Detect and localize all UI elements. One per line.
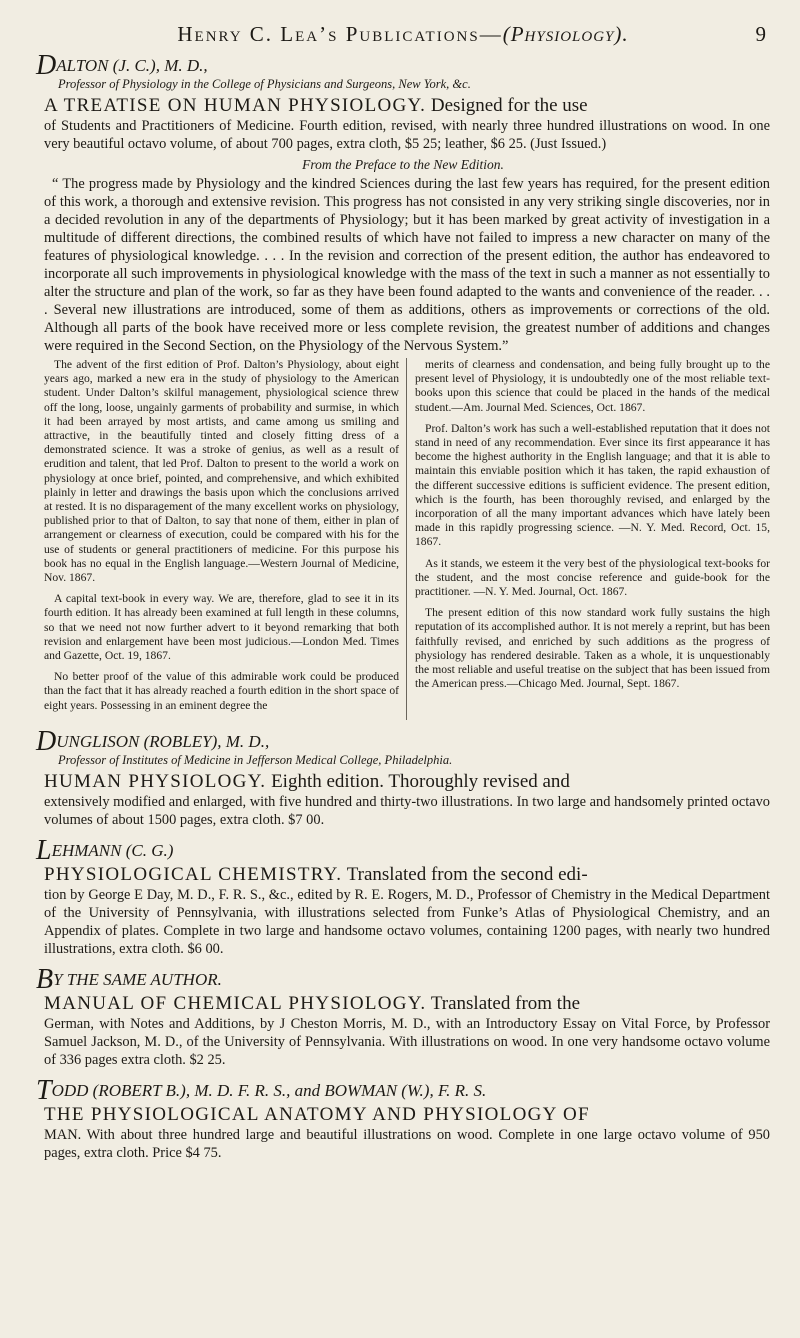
entry-dalton xyxy=(36,50,770,720)
preface-heading: From the Preface to the New Edition. xyxy=(302,157,504,172)
entry-todd-bowman xyxy=(36,1074,770,1162)
running-head-title: Henry C. Lea’s Publications—(Physiology). xyxy=(177,22,629,46)
author-heading: BY THE SAME AUTHOR. xyxy=(36,963,222,995)
preface-text: “ The progress made by Physiology and the kindred Sciences during the last few years has required, for the present edition of this work, a thorough and extensive revision. This progress has not consisted in any very striking single discoveries, nor in a decided revolution in any of the departments of Physiology; but it has been marked by great activity of investigation in a multitude of different directions, the combined results of which have not failed to impress a new character on many of the features of physiological knowledge. . . . In the revision and correction of the present edition, the author has endeavored to incorporate all such improvements in physiological knowledge with the mass of the text in such a manner as not essentially to alter the structure and plan of the work, so far as they have been found adapted to the wants and convenience of the reader. . . . Several new illustrations are introduced, some of them as additions, others as improvements or corrections of the old. Although all parts of the book have received more or less complete revision, the greatest number of additions and changes were required in the Second Section, on the Physiology of the Nervous System.” xyxy=(44,176,770,354)
book-title: THE PHYSIOLOGICAL ANATOMY AND PHYSIOLOGY OF xyxy=(44,1103,590,1125)
author-heading: DALTON (J. C.), M. D., xyxy=(36,50,208,81)
book-description: German, with Notes and Additions, by J Cheston Morris, M. D., with an Introductory Essay on Vital Force, by Professor Samuel Jackson, M. D., of the University of Pennsylvania. With illustrations on wood. In one very handsome octavo volume of 336 pages extra cloth. $2 25. xyxy=(44,1015,770,1068)
review-paragraph: The advent of the first edition of Prof. Dalton’s Physiology, about eight years ago, marked a new era in the study of physiology to the American student. Under Dalton’s skilful management, physiological science threw off the long, loose, ungainly garments of probability and surmise, in which it had been arrayed by most artists, and came among us smiling and attractive, in the beautifully tinted and closely fitting dress of a demonstrated science. It was a stroke of genius, as well as a result of erudition and talent, that led Prof. Dalton to present to the world a work on physiology at once brief, pointed, and comprehensive, and which exhibited plainly in letter and drawings the basis upon which the conclusions arrived at rested. It is no disparagement of the many excellent works on physiology, published prior to that of Dalton, to say that none of them, either in plan of arrangement or clearness of execution, could be compared with his for the use of students or general practitioners of medicine. For this purpose his book has no equal in the English language.—Western Journal of Medicine, Nov. 1867. xyxy=(44,358,399,585)
book-description: of Students and Practitioners of Medicine. Fourth edition, revised, with nearly three hundred illustrations on wood. In one very beautiful octavo volume, of about 700 pages, extra cloth, $5 25; leather, $6 25. (Just Issued.) xyxy=(44,118,770,152)
book-description: extensively modified and enlarged, with five hundred and thirty-two illustrations. In two large and handsomely printed octavo volumes of about 1500 pages, extra cloth. $7 00. xyxy=(44,793,770,828)
author-heading: LEHMANN (C. G.) xyxy=(36,834,174,866)
book-description: tion by George E Day, M. D., F. R. S., &c., edited by R. E. Rogers, M. D., Professor of Chemistry in the Medical Department of the University of Pennsylvania, with illustrations selected from Funke’s Atlas of Physiological Chemistry, and an Appendix of plates. Complete in two large and handsome octavo volumes, containing 1200 pages, with nearly two hundred illustrations, extra cloth. $6 00. xyxy=(44,886,770,957)
book-title: PHYSIOLOGICAL CHEMISTRY. Translated from the second edi- xyxy=(44,863,588,885)
review-paragraph: The present edition of this now standard work fully sustains the high reputation of its accomplished author. It is not merely a reprint, but has been faithfully revised, and enriched by such additions as the progress of physiology has rendered desirable. Taken as a whole, it is unquestionably the most reliable and useful treatise on the subject that has been issued from the American press.—Chicago Med. Journal, Sept. 1867. xyxy=(415,606,770,691)
author-affiliation: Professor of Physiology in the College of Physicians and Surgeons, New York, &c. xyxy=(58,77,471,91)
catalogue-content xyxy=(36,50,770,1162)
review-paragraph: As it stands, we esteem it the very best of the physiological text-books for the student, and the most concise reference and guide-book for the practitioner. —N. Y. Med. Journal, Oct. 1867. xyxy=(415,556,770,599)
review-paragraph: No better proof of the value of this admirable work could be produced than the fact that it has already reached a fourth edition in the short space of eight years. Possessing in an eminent degree the xyxy=(44,670,399,712)
running-head xyxy=(36,22,770,52)
reviews-left-column xyxy=(44,358,407,720)
book-title: A TREATISE ON HUMAN PHYSIOLOGY. Designed for the use xyxy=(44,95,588,116)
author-affiliation: Professor of Institutes of Medicine in Jefferson Medical College, Philadelphia. xyxy=(58,752,453,767)
author-heading: TODD (ROBERT B.), M. D. F. R. S., and BOWMAN (W.), F. R. S. xyxy=(36,1074,487,1106)
book-description: MAN. With about three hundred large and beautiful illustrations on wood. Complete in one large octavo volume of 950 pages, extra cloth. Price $4 75. xyxy=(44,1126,770,1161)
author-heading: DUNGLISON (ROBLEY), M. D., xyxy=(36,725,270,757)
entry-lehmann-manual xyxy=(36,963,770,1069)
entry-lehmann xyxy=(36,834,770,958)
review-paragraph: A capital text-book in every way. We are, therefore, glad to see it in its fourth edition. It has already been examined at full length in these columns, so that we need not now further advert to it beyond remarking that both revision and enlargement have been most judicious.—London Med. Times and Gazette, Oct. 19, 1867. xyxy=(44,592,399,663)
book-title: HUMAN PHYSIOLOGY. Eighth edition. Thoroughly revised and xyxy=(44,770,570,792)
review-columns xyxy=(44,358,770,720)
page-number: 9 xyxy=(755,22,766,46)
review-paragraph: merits of clearness and condensation, and being fully brought up to the present level of Physiology, it is undoubtedly one of the most reliable text-books upon this science that could be placed in the hands of the medical student.—Am. Journal Med. Sciences, Oct. 1867. xyxy=(415,358,770,414)
review-paragraph: Prof. Dalton’s work has such a well-established reputation that it does not stand in need of any recommendation. Ever since its first appearance it has become the highest authority in the English language; and that it is able to maintain this enviable position which it has taken, the rapid exhaustion of the different successive editions is sufficient evidence. The present edition, which is the fourth, has been thoroughly revised, and enlarged by the incorporation of all the many important advances which have lately been made in this rapidly progressing science. —N. Y. Med. Record, Oct. 15, 1867. xyxy=(415,421,770,549)
reviews-right-column xyxy=(407,358,770,720)
entry-dunglison xyxy=(36,725,770,829)
book-title: MANUAL OF CHEMICAL PHYSIOLOGY. Translated from the xyxy=(44,992,581,1014)
